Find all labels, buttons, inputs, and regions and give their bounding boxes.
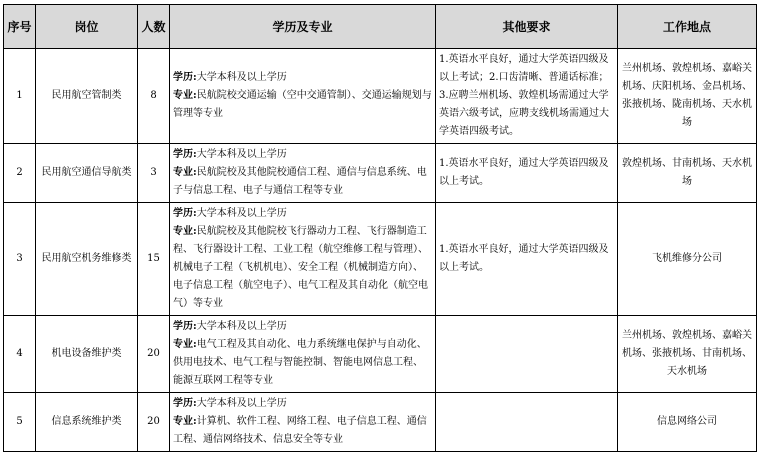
cell-education <box>170 49 436 144</box>
cell-no: 5 <box>4 393 36 452</box>
cell-education <box>170 316 436 393</box>
table-row <box>4 49 757 144</box>
header-other: 其他要求 <box>436 5 618 49</box>
edu-value: 大学本科及以上学历 <box>196 321 287 332</box>
cell-other <box>436 393 618 452</box>
header-location: 工作地点 <box>618 5 757 49</box>
edu-value: 大学本科及以上学历 <box>196 149 287 160</box>
cell-position: 机电设备维护类 <box>36 316 138 393</box>
cell-location: 飞机维修分公司 <box>618 203 757 316</box>
cell-other: 1.英语水平良好，通过大学英语四级及以上考试。 <box>436 144 618 203</box>
cell-count: 8 <box>138 49 170 144</box>
cell-location: 兰州机场、敦煌机场、嘉峪关机场、庆阳机场、金昌机场、张掖机场、陇南机场、天水机场 <box>618 49 757 144</box>
header-no: 序号 <box>4 5 36 49</box>
header-position: 岗位 <box>36 5 138 49</box>
major-value: 计算机、软件工程、网络工程、电子信息工程、通信工程、通信网络技术、信息安全等专业 <box>173 416 427 445</box>
edu-label: 学历: <box>173 208 197 219</box>
cell-location: 敦煌机场、甘南机场、天水机场 <box>618 144 757 203</box>
cell-education <box>170 203 436 316</box>
cell-location: 信息网络公司 <box>618 393 757 452</box>
major-value: 民航院校及其他院校飞行器动力工程、飞行器制造工程、飞行器设计工程、工业工程（航空维修工程与管理）、机械电子工程（飞机机电）、安全工程（机械制造方向）、电子信息工程（航空电子）、电气工程及其自动化（航空电气）等专业 <box>173 226 428 309</box>
edu-label: 学历: <box>173 72 197 83</box>
cell-no: 1 <box>4 49 36 144</box>
cell-position: 民用航空通信导航类 <box>36 144 138 203</box>
header-count: 人数 <box>138 5 170 49</box>
major-label: 专业: <box>173 416 197 427</box>
edu-value: 大学本科及以上学历 <box>196 208 287 219</box>
table-row <box>4 316 757 393</box>
cell-no: 4 <box>4 316 36 393</box>
cell-count: 15 <box>138 203 170 316</box>
cell-position: 民用航空机务维修类 <box>36 203 138 316</box>
cell-count: 3 <box>138 144 170 203</box>
cell-location: 兰州机场、敦煌机场、嘉峪关机场、张掖机场、甘南机场、天水机场 <box>618 316 757 393</box>
recruitment-table <box>3 4 757 452</box>
major-label: 专业: <box>173 167 197 178</box>
table-row <box>4 144 757 203</box>
cell-position: 信息系统维护类 <box>36 393 138 452</box>
edu-label: 学历: <box>173 398 197 409</box>
edu-label: 学历: <box>173 321 197 332</box>
major-value: 民航院校交通运输（空中交通管制）、交通运输规划与管理等专业 <box>173 90 432 119</box>
cell-count: 20 <box>138 393 170 452</box>
cell-no: 3 <box>4 203 36 316</box>
major-value: 民航院校及其他院校通信工程、通信与信息系统、电子与信息工程、电子与通信工程等专业 <box>173 167 427 196</box>
cell-position: 民用航空管制类 <box>36 49 138 144</box>
major-label: 专业: <box>173 339 197 350</box>
major-label: 专业: <box>173 90 197 101</box>
header-row <box>4 5 757 49</box>
cell-education <box>170 393 436 452</box>
header-education: 学历及专业 <box>170 5 436 49</box>
major-label: 专业: <box>173 226 197 237</box>
edu-label: 学历: <box>173 149 197 160</box>
cell-other: 1.英语水平良好，通过大学英语四级及以上考试。 <box>436 203 618 316</box>
cell-education <box>170 144 436 203</box>
cell-other: 1.英语水平良好，通过大学英语四级及以上考试；2.口齿清晰、普通话标准；3.应聘兰州机场、敦煌机场需通过大学英语六级考试，应聘支线机场需通过大学英语四级考试。 <box>436 49 618 144</box>
edu-value: 大学本科及以上学历 <box>196 72 287 83</box>
cell-count: 20 <box>138 316 170 393</box>
major-value: 电气工程及其自动化、电力系统继电保护与自动化、供用电技术、电气工程与智能控制、智能电网信息工程、能源互联网工程等专业 <box>173 339 427 386</box>
cell-other <box>436 316 618 393</box>
edu-value: 大学本科及以上学历 <box>196 398 287 409</box>
table-row <box>4 393 757 452</box>
cell-no: 2 <box>4 144 36 203</box>
table-row <box>4 203 757 316</box>
